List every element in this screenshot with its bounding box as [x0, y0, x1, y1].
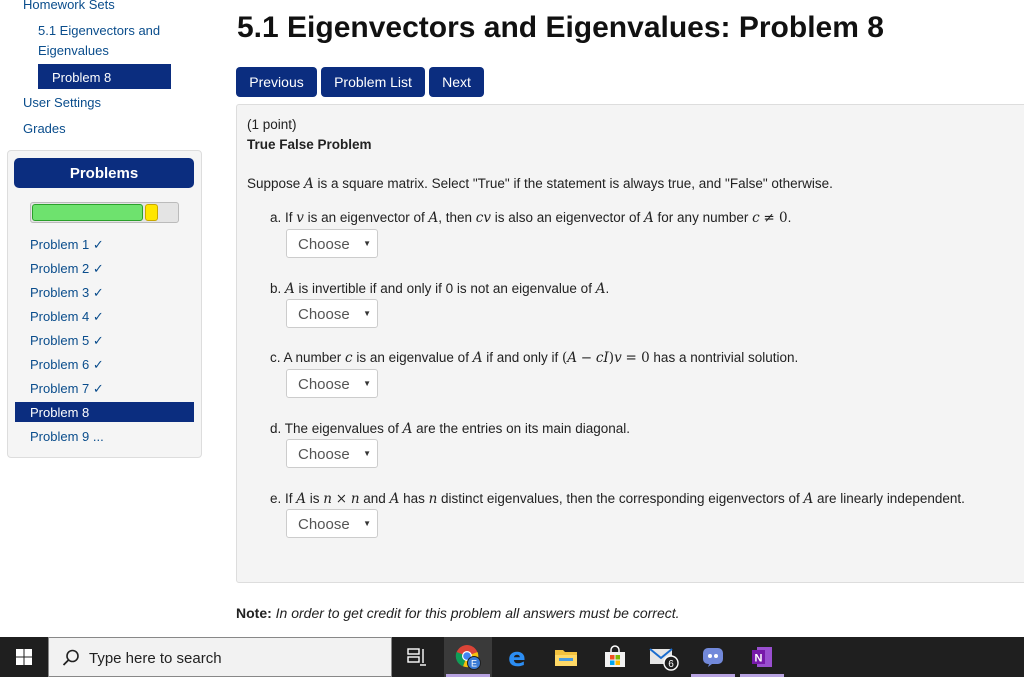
chrome-icon — [455, 644, 481, 670]
task-view-button[interactable] — [393, 637, 441, 677]
problem-link-8-active[interactable]: Problem 8 — [15, 402, 194, 422]
svg-text:6: 6 — [668, 659, 674, 670]
answer-select-d[interactable]: Choose ▼ — [286, 439, 378, 468]
answer-select-e[interactable]: Choose ▼ — [286, 509, 378, 538]
points-label: (1 point) — [247, 117, 297, 132]
note-text: Note: In order to get credit for this problem all answers must be correct. — [236, 605, 680, 621]
chrome-taskbar-button[interactable] — [444, 637, 492, 677]
mail-taskbar-button[interactable] — [640, 637, 688, 677]
onenote-taskbar-button[interactable] — [738, 637, 786, 677]
grades-link[interactable]: Grades — [23, 121, 66, 136]
problem-link-3[interactable]: Problem 3 ✓ — [30, 285, 104, 300]
folder-icon — [554, 647, 578, 667]
discord-icon — [701, 646, 725, 668]
task-view-icon — [407, 648, 427, 666]
progress-current-marker — [145, 204, 158, 221]
page-title: 5.1 Eigenvectors and Eigenvalues: Problem 8 — [237, 11, 884, 44]
mail-icon — [647, 643, 681, 671]
problem-link-1[interactable]: Problem 1 ✓ — [30, 237, 104, 252]
problem-link-4[interactable]: Problem 4 ✓ — [30, 309, 104, 324]
progress-correct-fill — [32, 204, 143, 221]
problem-link-7[interactable]: Problem 7 ✓ — [30, 381, 104, 396]
problem-link-2[interactable]: Problem 2 ✓ — [30, 261, 104, 276]
search-placeholder: Type here to search — [89, 650, 222, 667]
svg-text:E: E — [470, 658, 478, 669]
problem-link-5[interactable]: Problem 5 ✓ — [30, 333, 104, 348]
problem-link-9[interactable]: Problem 9 ... — [30, 429, 104, 444]
answer-select-b[interactable]: Choose ▼ — [286, 299, 378, 328]
onenote-icon — [750, 645, 774, 669]
user-settings-link[interactable]: User Settings — [23, 95, 102, 110]
taskbar-search-input[interactable] — [48, 637, 392, 677]
file-explorer-button[interactable] — [542, 637, 590, 677]
search-icon — [61, 648, 81, 668]
statement-a: a. If v is an eigenvector of A, then cv is also an eigenvector of A for any number c ≠ 0. — [270, 210, 792, 226]
svg-text:N: N — [754, 652, 763, 665]
problems-header: Problems — [14, 158, 194, 188]
problem-list-button[interactable]: Problem List — [321, 67, 425, 97]
statement-e: e. If A is n × n and A has n distinct eigenvalues, then the corresponding eigenvectors of A are linearly independent. — [270, 491, 965, 507]
windows-start-button[interactable] — [0, 637, 48, 677]
set-link-line1[interactable]: 5.1 Eigenvectors and — [38, 23, 161, 38]
problem-type-label: True False Problem — [247, 137, 372, 152]
previous-button[interactable]: Previous — [236, 67, 317, 97]
discord-taskbar-button[interactable] — [689, 637, 737, 677]
store-bag-icon — [603, 645, 627, 669]
set-link-line2[interactable]: Eigenvalues — [38, 43, 109, 58]
svg-text:e: e — [508, 645, 526, 669]
windows-logo-icon — [16, 649, 32, 665]
homework-sets-link[interactable]: Homework Sets — [23, 0, 115, 12]
next-button[interactable]: Next — [429, 67, 484, 97]
answer-select-c[interactable]: Choose ▼ — [286, 369, 378, 398]
store-taskbar-button[interactable] — [591, 637, 639, 677]
edge-icon — [505, 645, 529, 669]
answer-select-a[interactable]: Choose ▼ — [286, 229, 378, 258]
statement-d: d. The eigenvalues of A are the entries on its main diagonal. — [270, 421, 630, 437]
current-problem-nav[interactable]: Problem 8 — [38, 64, 171, 89]
statement-c: c. A number c is an eigenvalue of A if and only if (A − cI)v = 0 has a nontrivial solution. — [270, 350, 799, 366]
edge-taskbar-button[interactable] — [493, 637, 541, 677]
problem-link-6[interactable]: Problem 6 ✓ — [30, 357, 104, 372]
problem-intro: Suppose A is a square matrix. Select "True" if the statement is always true, and "False" otherwise. — [247, 176, 833, 192]
statement-b: b. A is invertible if and only if 0 is not an eigenvalue of A. — [270, 281, 610, 297]
